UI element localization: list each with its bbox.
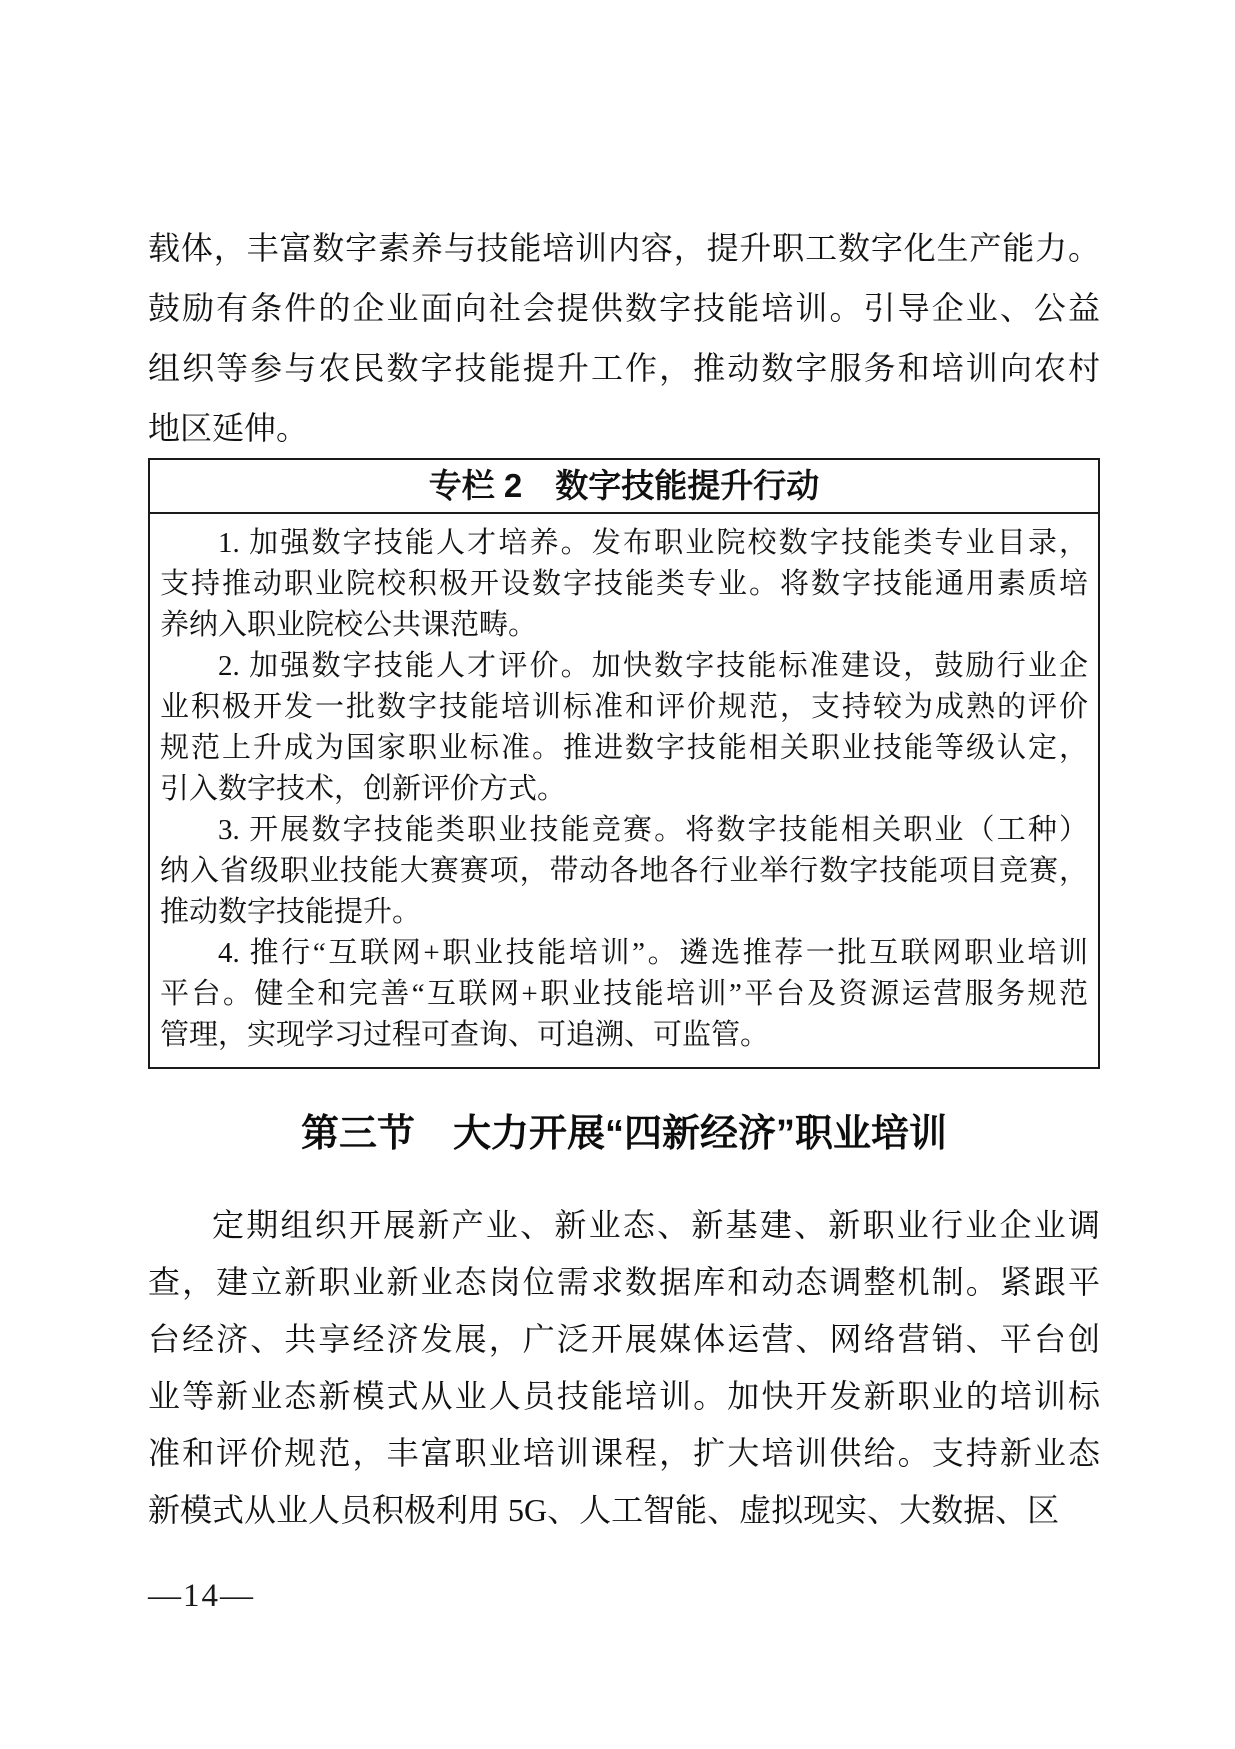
text-line: 新模式从业人员积极利用 5G、人工智能、虚拟现实、大数据、区 [148, 1492, 1060, 1528]
text-line: 鼓励有条件的企业面向社会提供数字技能培训。引导企业、公益 [148, 290, 1100, 326]
document-content [148, 218, 1100, 1539]
section-heading: 第三节 大力开展“四新经济”职业培训 [300, 1113, 947, 1155]
text-line: 业等新业态新模式从业人员技能培训。加快开发新职业的培训标 [148, 1378, 1100, 1414]
text-line: 3. 开展数字技能类职业技能竞赛。将数字技能相关职业（工种） [218, 814, 1088, 846]
text-line: 4. 推行“互联网+职业技能培训”。遴选推荐一批互联网职业培训 [218, 937, 1088, 969]
text-line: 业积极开发一批数字技能培训标准和评价规范，支持较为成熟的评价 [160, 691, 1088, 723]
text-line: 2. 加强数字技能人才评价。加快数字技能标准建设，鼓励行业企 [218, 650, 1088, 682]
text-line: 组织等参与农民数字技能提升工作，推动数字服务和培训向农村 [148, 350, 1100, 386]
text-line: 支持推动职业院校积极开设数字技能类专业。将数字技能通用素质培 [160, 568, 1088, 600]
callout-item-4 [160, 933, 1088, 1056]
callout-item-2 [160, 646, 1088, 810]
text-line: 查，建立新职业新业态岗位需求数据库和动态调整机制。紧跟平 [148, 1264, 1100, 1300]
callout-item-1 [160, 523, 1088, 646]
text-line: 引入数字技术，创新评价方式。 [160, 773, 567, 805]
callout-item-3 [160, 810, 1088, 933]
intro-paragraph [148, 218, 1100, 458]
text-line: 定期组织开展新产业、新业态、新基建、新职业行业企业调 [212, 1207, 1100, 1243]
body-paragraph [148, 1197, 1100, 1539]
text-line: 1. 加强数字技能人才培养。发布职业院校数字技能类专业目录， [218, 527, 1088, 559]
text-line: 地区延伸。 [148, 410, 309, 446]
text-line: 台经济、共享经济发展，广泛开展媒体运营、网络营销、平台创 [148, 1321, 1100, 1357]
text-line: 载体，丰富数字素养与技能培训内容，提升职工数字化生产能力。 [148, 230, 1100, 266]
page-number: —14— [148, 1578, 255, 1614]
text-line: 推动数字技能提升。 [160, 896, 422, 928]
callout-box-body [150, 514, 1098, 1067]
text-line: 准和评价规范，丰富职业培训课程，扩大培训供给。支持新业态 [148, 1435, 1100, 1471]
text-line: 规范上升成为国家职业标准。推进数字技能相关职业技能等级认定， [160, 732, 1088, 764]
callout-box [148, 458, 1100, 1069]
text-line: 养纳入职业院校公共课范畴。 [160, 609, 538, 641]
callout-box-title: 专栏 2 数字技能提升行动 [150, 460, 1098, 514]
text-line: 管理，实现学习过程可查询、可追溯、可监管。 [160, 1019, 770, 1051]
text-line: 平台。健全和完善“互联网+职业技能培训”平台及资源运营服务规范 [160, 978, 1088, 1010]
text-line: 纳入省级职业技能大赛赛项，带动各地各行业举行数字技能项目竞赛， [160, 855, 1088, 887]
